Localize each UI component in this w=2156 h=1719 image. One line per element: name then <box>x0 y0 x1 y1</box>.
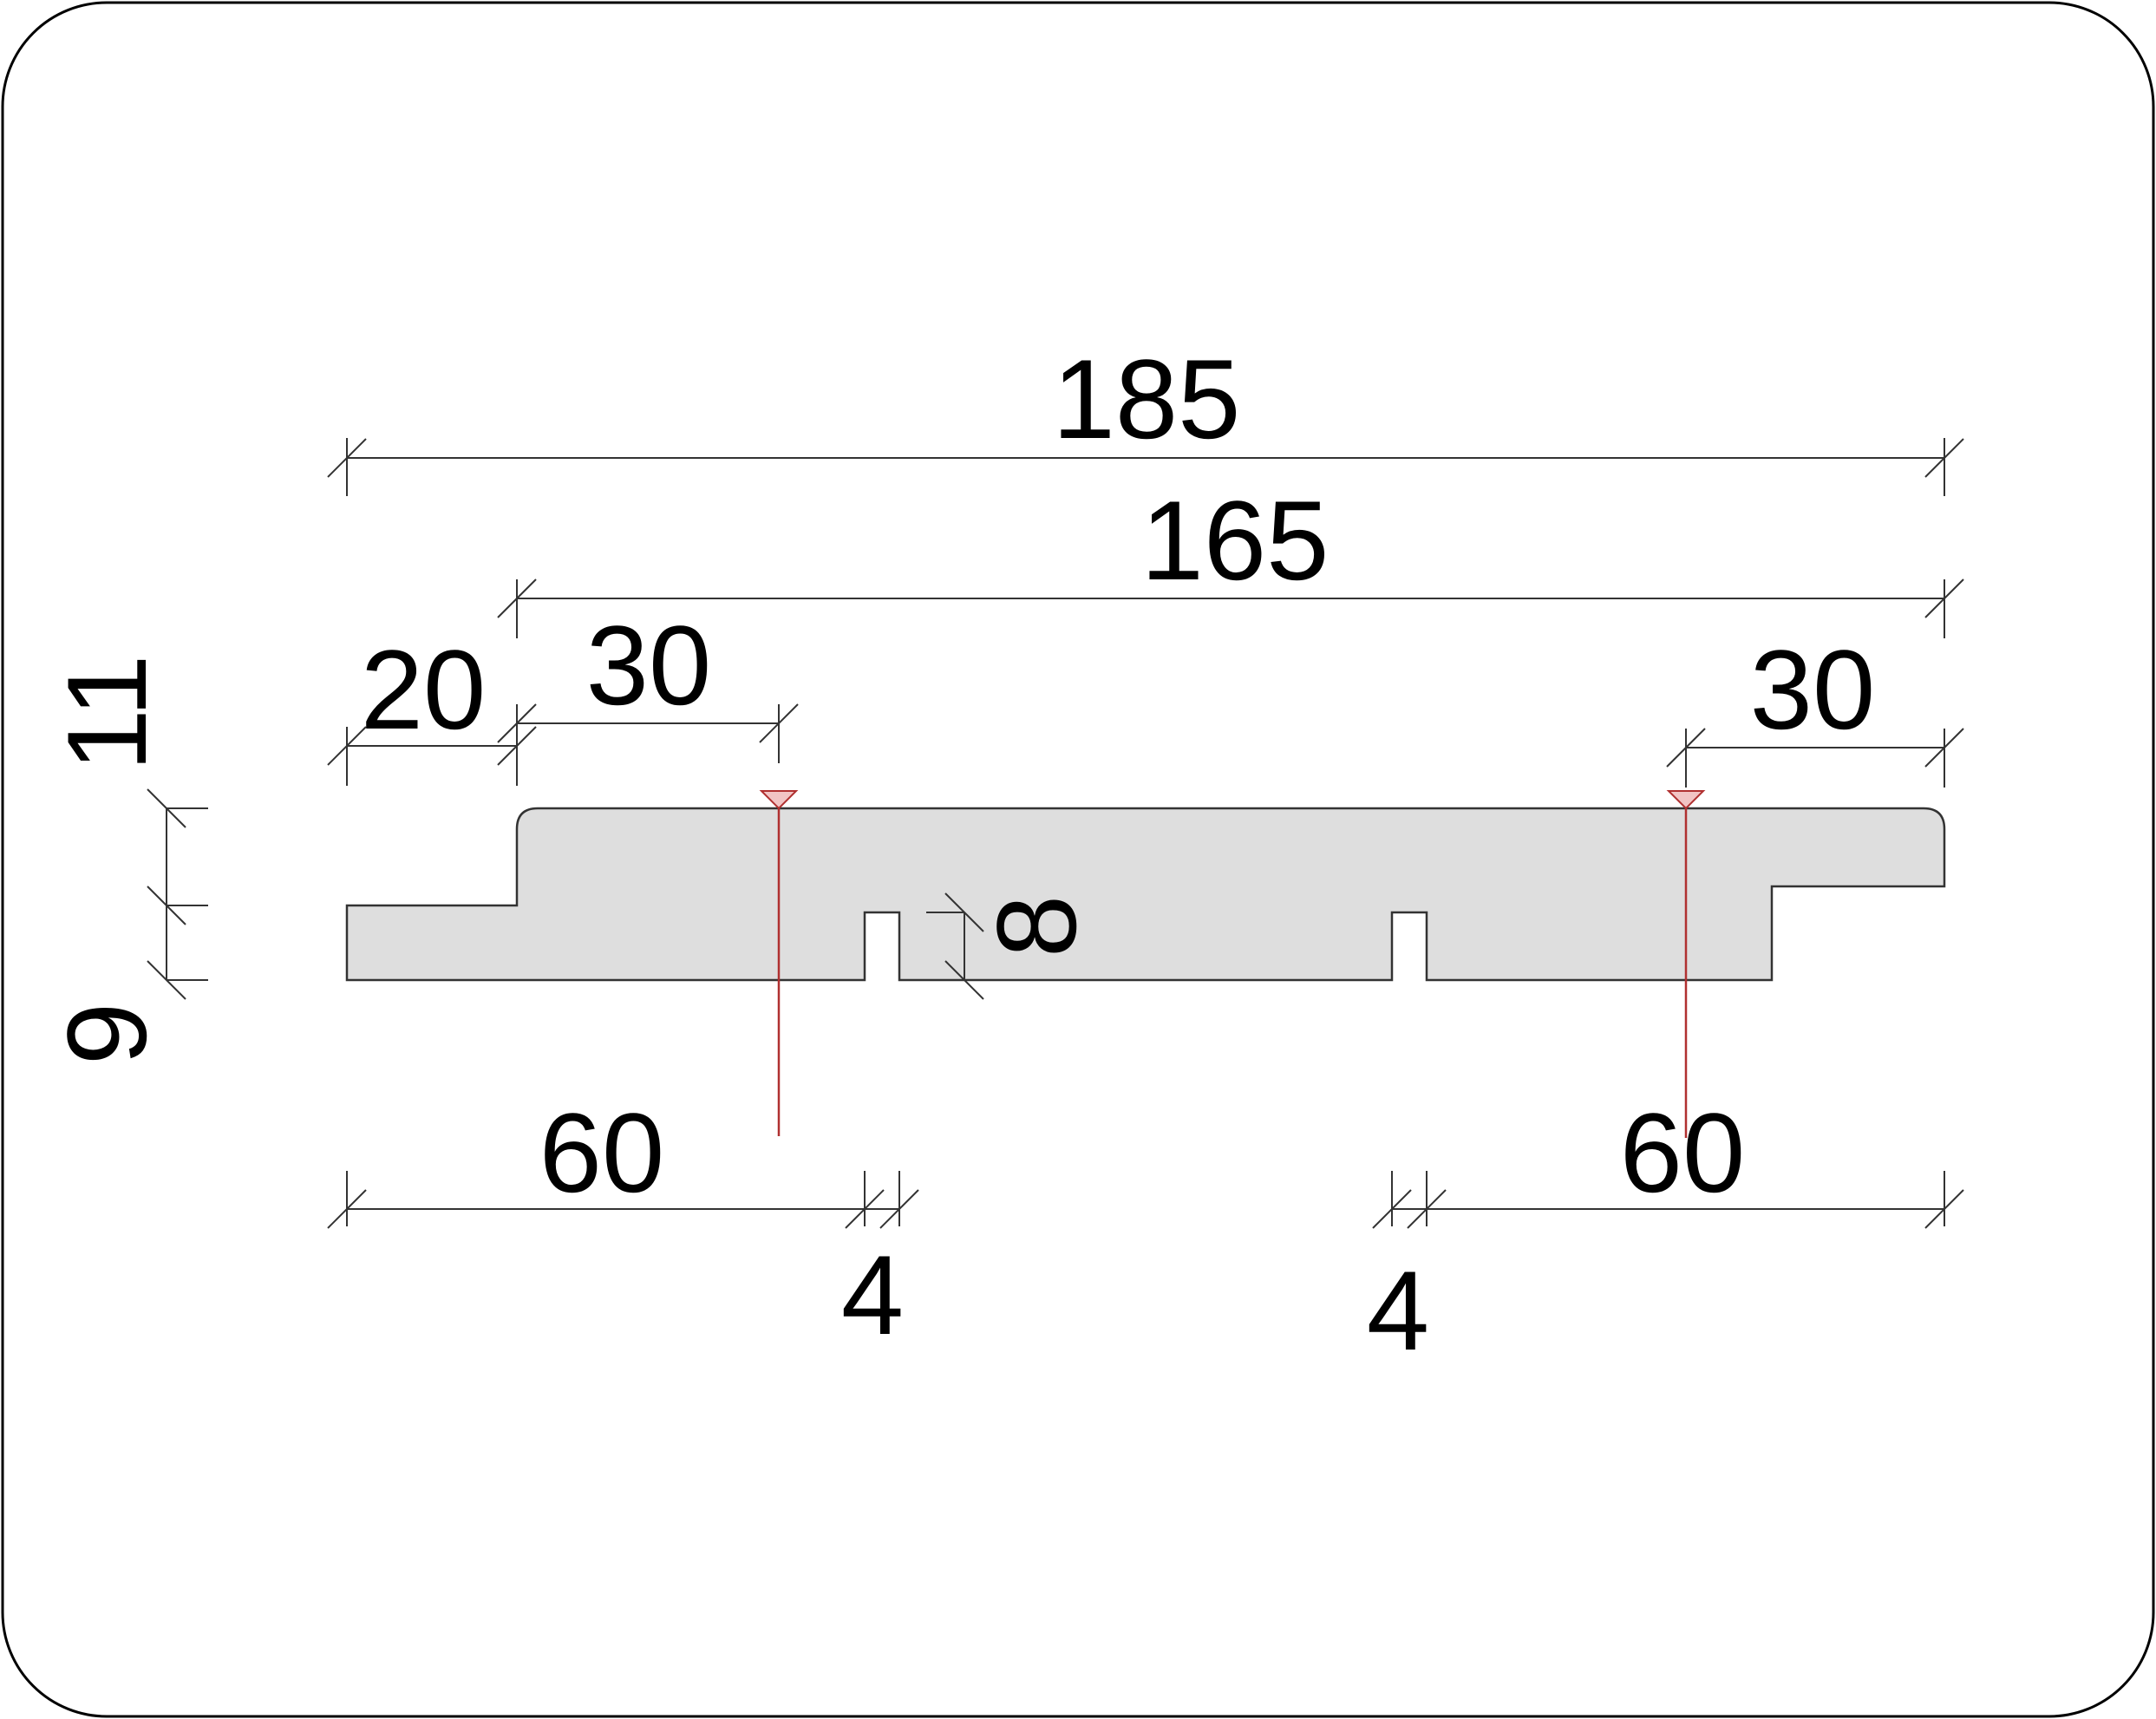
groove-depth-label: 8 <box>973 894 1100 958</box>
overall-width-label: 185 <box>1052 336 1241 462</box>
left-fastener-offset-label: 30 <box>585 602 712 729</box>
right-fastener-offset-label: 30 <box>1749 626 1876 753</box>
tongue-width-label: 20 <box>360 626 487 753</box>
lower-thickness-label: 9 <box>43 1002 170 1066</box>
left-groove-offset-label: 60 <box>539 1089 665 1216</box>
cover-width-label: 165 <box>1140 477 1330 604</box>
board-profile <box>347 808 1944 980</box>
left-groove-width-label: 4 <box>840 1232 905 1358</box>
right-groove-offset-label: 60 <box>1619 1089 1746 1216</box>
right-groove-width-label: 4 <box>1366 1247 1430 1374</box>
upper-thickness-label: 11 <box>43 654 170 772</box>
